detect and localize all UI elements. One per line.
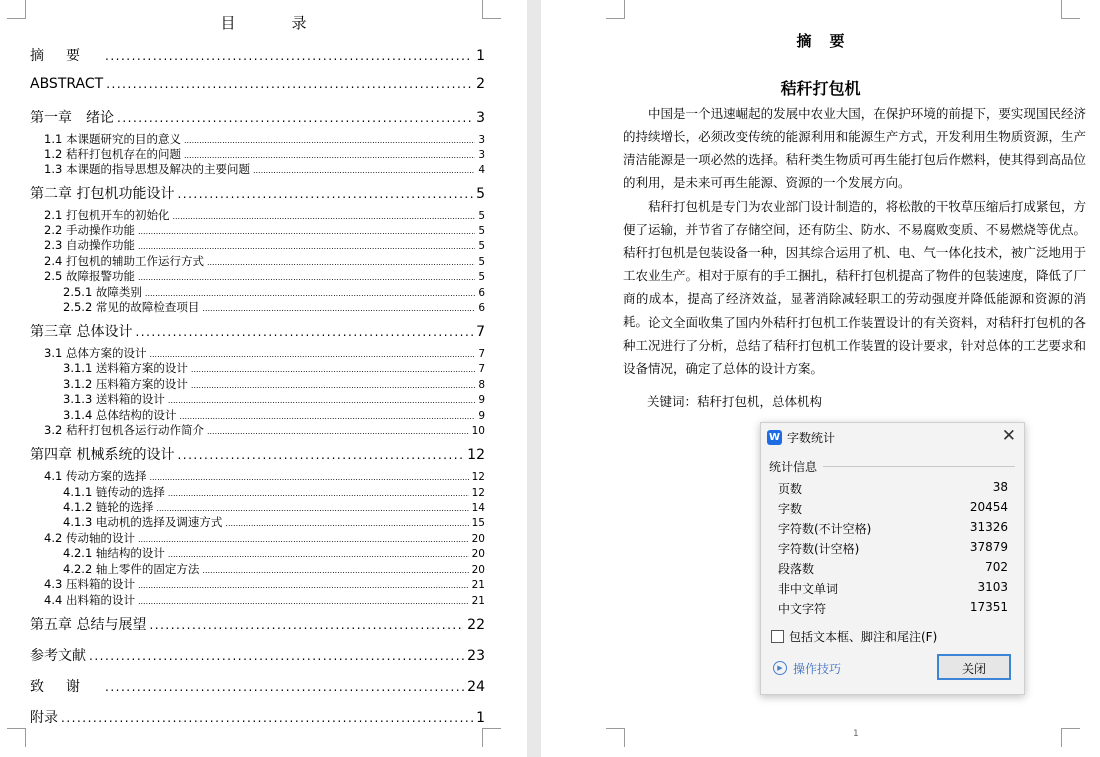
- stat-row-non-chinese-words: 非中文单词 3103: [778, 580, 1008, 596]
- crop-mark: [482, 728, 501, 747]
- crop-mark: [606, 728, 625, 747]
- toc-entry[interactable]: 第二章 打包机功能设计 ..... 5: [30, 183, 485, 203]
- toc-entry[interactable]: 4.4 出料箱的设计 ..... 21: [44, 592, 485, 608]
- toc-entry-appendix[interactable]: 附录 ..... 1: [30, 707, 485, 727]
- toc-entry[interactable]: 3.1.1 送料箱方案的设计 ..... 7: [63, 360, 485, 376]
- stats-group-label: 统计信息: [769, 460, 818, 474]
- stat-row-chars-with-spaces: 字符数(计空格) 37879: [778, 540, 1008, 556]
- abstract-heading: 摘要: [796, 32, 863, 50]
- toc-entry[interactable]: 2.1 打包机开车的初始化 ..... 5: [44, 207, 485, 223]
- abstract-paragraph: 中国是一个迅速崛起的发展中农业大国，在保护环境的前提下，要实现国民经济的持续增长，必须改变传统的能源利用和能源生产方式，开发利用生物质资源，生产清洁能源是一项必然的选择。秸秆类生物质可再生能打包后作燃料，使其得到高品位的利用，是未来可再生能源、资源的一个发展方向。: [623, 106, 1086, 190]
- toc-entry[interactable]: 参考文献 ..... 23: [30, 645, 485, 665]
- stat-row-chars-no-spaces: 字符数(不计空格) 31326: [778, 520, 1008, 536]
- toc-title: 目录: [220, 14, 363, 32]
- toc-entry-acknowledgements[interactable]: 致谢 ..... 24: [30, 676, 485, 696]
- toc-entry[interactable]: 3.1.4 总体结构的设计 ..... 9: [63, 407, 485, 423]
- toc-entry[interactable]: 3.2 秸秆打包机各运行动作简介 ..... 10: [44, 422, 485, 438]
- toc-entry[interactable]: 4.1 传动方案的选择 ..... 12: [44, 468, 485, 484]
- group-divider: [823, 466, 1015, 467]
- toc-entry[interactable]: 2.5.1 故障类别 ..... 6: [63, 284, 485, 300]
- toc-entry[interactable]: 1.3 本课题的指导思想及解决的主要问题 ..... 4: [44, 161, 485, 177]
- toc-entry-abstract-cn[interactable]: 摘要 ..... 1: [30, 45, 485, 65]
- close-icon[interactable]: ✕: [1001, 426, 1016, 446]
- word-count-dialog: [760, 422, 1025, 695]
- toc-entry[interactable]: 第五章 总结与展望 ..... 22: [30, 614, 485, 634]
- crop-mark: [606, 0, 625, 19]
- toc-entry[interactable]: 3.1.2 压料箱方案的设计 ..... 8: [63, 376, 485, 392]
- abstract-paragraph: 秸秆打包机是专门为农业部门设计制造的，将松散的干牧草压缩后打成紧包，方便了运输，并节省了存储空间，还有防尘、防水、不易腐败变质、不易燃烧等优点。秸秆打包机是包装设备一种，因其综合运用了机、电、气一体化技术，被广泛地用于工农业生产。相对于原有的手工捆扎，秸秆打包机提高了物件的包装速度，降低了厂商的成本，提高了经济效益，显著消除减轻职工的劳动强度并降低能源和资源的消耗。: [623, 199, 1086, 329]
- toc-entry[interactable]: 第三章 总体设计 ..... 7: [30, 321, 485, 341]
- keywords: 关键词：秸秆打包机，总体机构: [647, 394, 823, 409]
- toc-entry[interactable]: 4.1.1 链传动的选择 ..... 12: [63, 484, 485, 500]
- crop-mark: [7, 728, 26, 747]
- toc-entry[interactable]: 2.3 自动操作功能 ..... 5: [44, 237, 485, 253]
- stat-row-pages: 页数 38: [778, 480, 1008, 496]
- toc-entry[interactable]: 1.2 秸秆打包机存在的问题 ..... 3: [44, 146, 485, 162]
- dialog-title: 字数统计: [787, 431, 836, 445]
- abstract-title: 秸秆打包机: [780, 79, 861, 98]
- toc-entry[interactable]: 2.5 故障报警功能 ..... 5: [44, 268, 485, 284]
- toc-entry[interactable]: 3.1 总体方案的设计 ..... 7: [44, 345, 485, 361]
- include-textboxes-checkbox[interactable]: [771, 630, 784, 643]
- wps-writer-icon: W: [768, 432, 781, 443]
- stat-row-chinese-chars: 中文字符 17351: [778, 600, 1008, 616]
- crop-mark: [1061, 0, 1080, 19]
- toc-entry[interactable]: 4.1.3 电动机的选择及调速方式 ..... 15: [63, 514, 485, 530]
- play-icon[interactable]: ▶: [773, 661, 787, 675]
- toc-entry[interactable]: 2.2 手动操作功能 ..... 5: [44, 222, 485, 238]
- dialog-titlebar[interactable]: [761, 423, 1024, 451]
- toc-entry[interactable]: 3.1.3 送料箱的设计 ..... 9: [63, 391, 485, 407]
- toc-entry[interactable]: 4.2 传动轴的设计 ..... 20: [44, 530, 485, 546]
- stat-row-words: 字数 20454: [778, 500, 1008, 516]
- crop-mark: [1061, 728, 1080, 747]
- checkbox-label[interactable]: 包括文本框、脚注和尾注(F): [789, 630, 938, 644]
- toc-entry[interactable]: 2.4 打包机的辅助工作运行方式 ..... 5: [44, 253, 485, 269]
- toc-entry[interactable]: 4.3 压料箱的设计 ..... 21: [44, 576, 485, 592]
- toc-entry[interactable]: 第一章 绪论 ..... 3: [30, 107, 485, 127]
- stat-row-paragraphs: 段落数 702: [778, 560, 1008, 576]
- page-number: 1: [853, 729, 859, 739]
- toc-entry[interactable]: 2.5.2 常见的故障检查项目 ..... 6: [63, 299, 485, 315]
- abstract-paragraph: 论文全面收集了国内外秸秆打包机工作装置设计的有关资料，对秸秆打包机的各种工况进行了分析，总结了秸秆打包机工作装置的设计要求，针对总体的工艺要求和设备情况，确定了总体的设计方案。: [623, 315, 1086, 376]
- toc-entry[interactable]: 4.2.2 轴上零件的固定方法 ..... 20: [63, 561, 485, 577]
- toc-entry-abstract-en[interactable]: ABSTRACT ..... 2: [30, 76, 485, 92]
- toc-entry[interactable]: 4.2.1 轴结构的设计 ..... 20: [63, 545, 485, 561]
- tips-link[interactable]: 操作技巧: [793, 662, 842, 676]
- toc-entry[interactable]: 4.1.2 链轮的选择 ..... 14: [63, 499, 485, 515]
- close-button[interactable]: 关闭: [937, 654, 1011, 680]
- toc-entry[interactable]: 1.1 本课题研究的目的意义 ..... 3: [44, 131, 485, 147]
- toc-entry[interactable]: 第四章 机械系统的设计 ..... 12: [30, 444, 485, 464]
